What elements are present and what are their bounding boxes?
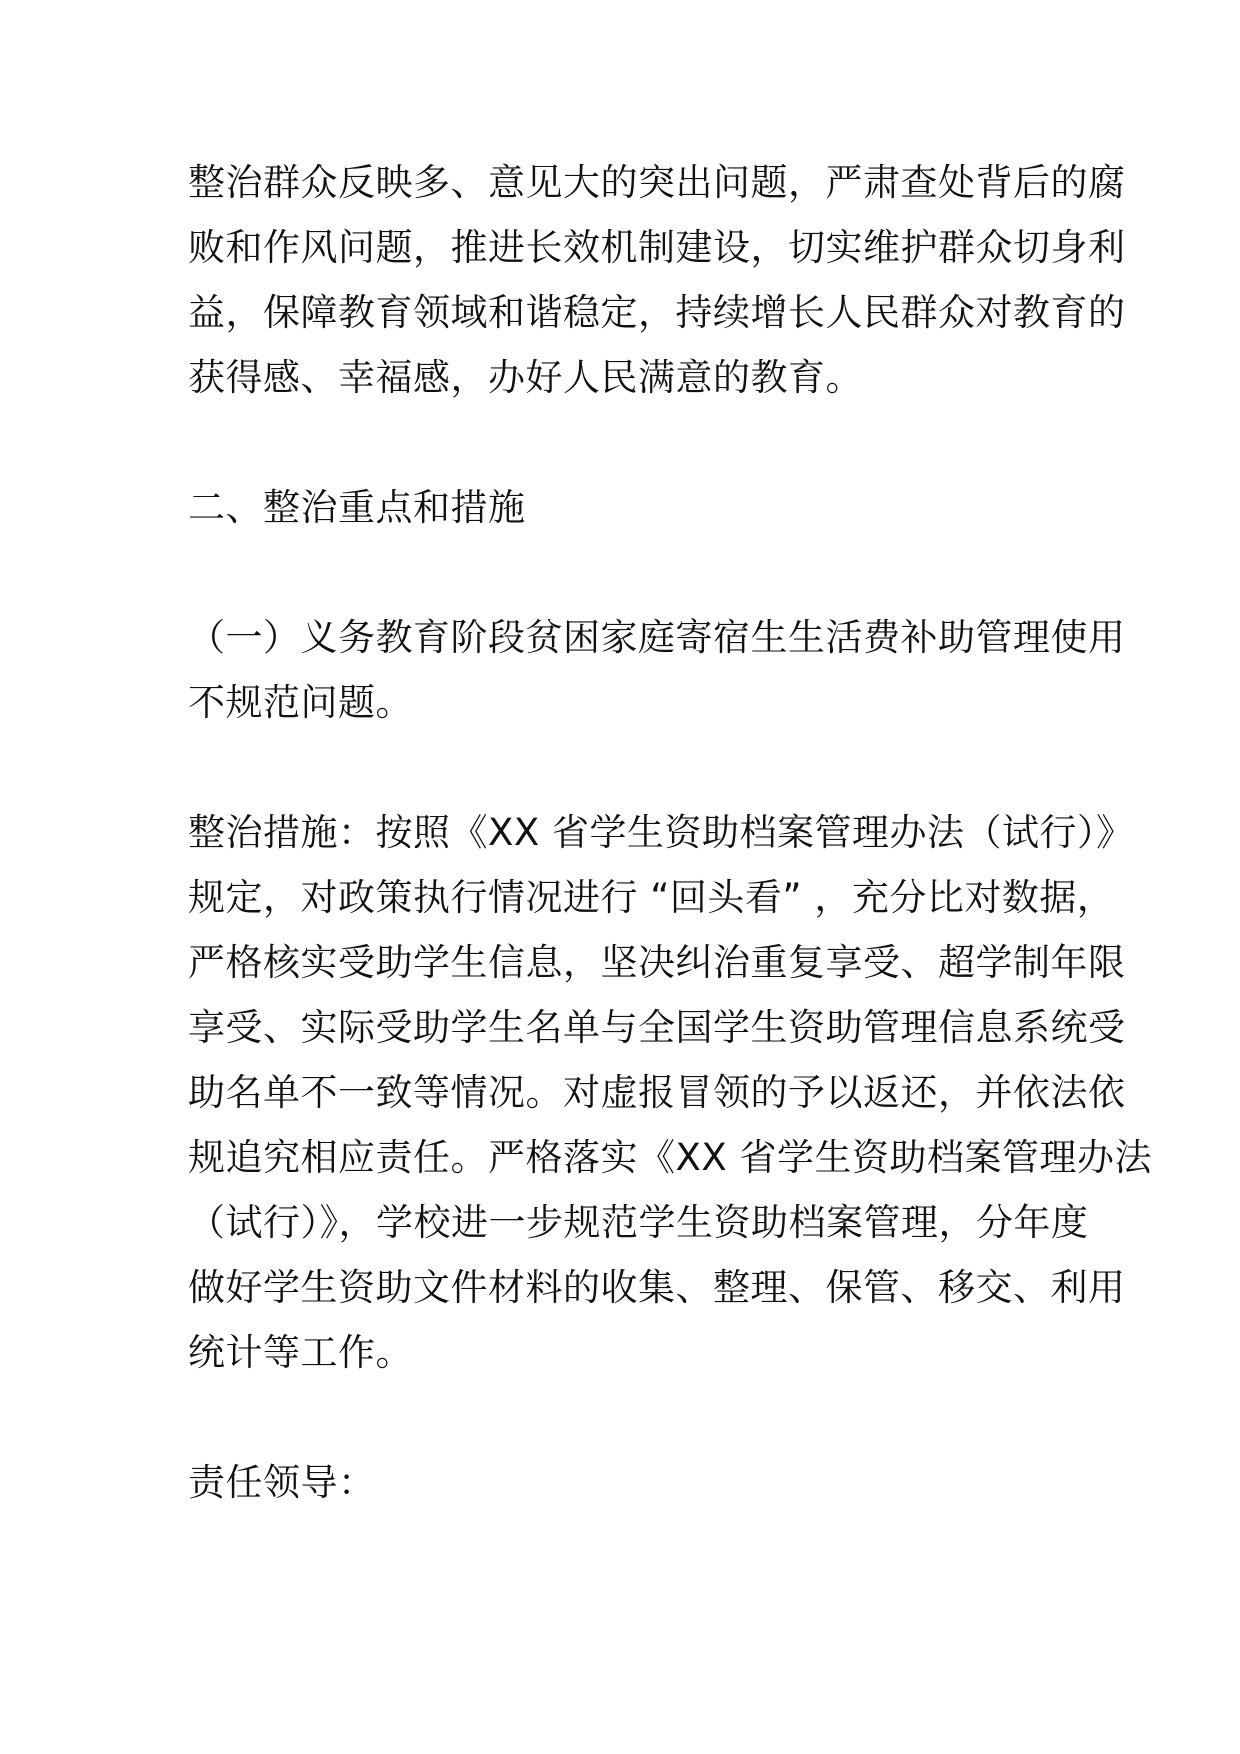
- paragraph-gap: [188, 540, 1058, 605]
- section-heading: [188, 475, 1058, 540]
- measures-line: （试行）》，学校进一步规范学生资助档案管理，分年度: [188, 1201, 1089, 1244]
- document-page: [188, 150, 1152, 1515]
- subsection-line: 不规范问题。: [188, 681, 413, 724]
- measures-line: 做好学生资助文件材料的收集、整理、保管、移交、利用: [188, 1266, 1126, 1309]
- measures-line: 享受、实际受助学生名单与全国学生资助管理信息系统受: [188, 1006, 1126, 1049]
- measures-line: 整治措施：按照《XX 省学生资助档案管理办法（试行）》: [188, 811, 1134, 854]
- measures-line: 规追究相应责任。严格落实《XX 省学生资助档案管理办法: [188, 1136, 1152, 1179]
- measures-line: 助名单不一致等情况。对虚报冒领的予以返还，并依法依: [188, 1071, 1126, 1114]
- intro-line: 益，保障教育领域和谐稳定，持续增长人民群众对教育的: [188, 291, 1126, 334]
- intro-line: 整治群众反映多、意见大的突出问题，严肃查处背后的腐: [188, 161, 1126, 204]
- intro-line: 获得感、幸福感，办好人民满意的教育。: [188, 356, 863, 399]
- measures-line: 规定，对政策执行情况进行 “回头看” ，充分比对数据，: [188, 876, 1115, 919]
- measures-line: 严格核实受助学生信息，坚决纠治重复享受、超学制年限: [188, 941, 1126, 984]
- measures-paragraph: [188, 800, 1152, 1385]
- paragraph-gap: [188, 410, 1058, 475]
- section-heading-text: 二、整治重点和措施: [188, 486, 526, 529]
- measures-line: 统计等工作。: [188, 1331, 413, 1374]
- paragraph-gap: [188, 1385, 1058, 1450]
- responsible-leader: [188, 1450, 1058, 1515]
- subsection-heading: [188, 605, 1126, 735]
- subsection-line: （一）义务教育阶段贫困家庭寄宿生生活费补助管理使用: [188, 616, 1126, 659]
- responsible-leader-label: 责任领导：: [188, 1461, 376, 1504]
- intro-line: 败和作风问题，推进长效机制建设，切实维护群众切身利: [188, 226, 1126, 269]
- intro-paragraph: [188, 150, 1126, 410]
- paragraph-gap: [188, 735, 1058, 800]
